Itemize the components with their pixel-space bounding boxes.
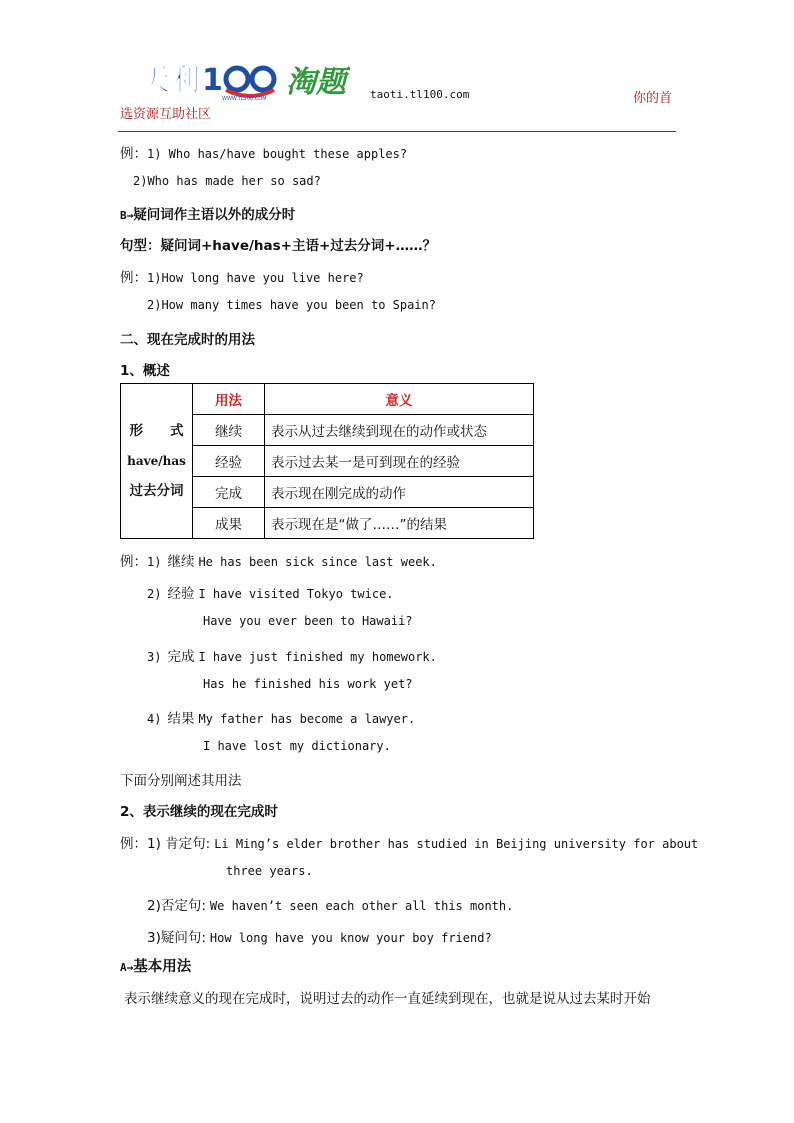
example-num: 1) [147,555,162,569]
usage-cell: 完成 [193,477,265,508]
example-line [147,707,415,727]
example-line [147,926,492,946]
example-text: We haven’t seen each other all this month. [209,899,514,913]
example-line [120,832,698,852]
example-cn: 经验 [167,586,195,602]
example-text: 2)How many times have you been to Spain? [147,298,436,312]
example-line [147,582,394,602]
example-num: 3) [147,650,162,664]
usage-cell: 经验 [193,446,265,477]
sentence-type-label: 1) 肯定句: [147,836,211,852]
example-text: I have visited Tokyo twice. [198,587,394,601]
section-title: 二、现在完成时的用法 [120,332,255,348]
example-cn: 继续 [167,554,195,570]
example-line [120,266,364,286]
table-header-row [121,384,534,415]
example-prefix: 例： [120,554,147,570]
col-header-meaning: 意义 [265,384,534,415]
example-text: I have just finished my homework. [198,650,437,664]
form-line: 过去分词 [129,483,184,499]
meaning-cell: 表示过去某一是可到现在的经验 [265,446,534,477]
example-line [120,142,407,162]
form-line: have/has [127,454,186,468]
col-header-usage: 用法 [193,384,265,415]
form-cell [121,384,193,539]
meaning-cell: 表示从过去继续到现在的动作或状态 [265,415,534,446]
example-text: How long have you know your boy friend? [209,931,492,945]
site-logo [140,56,350,104]
example-prefix: 例： [120,270,147,286]
example-text: three years. [226,864,313,878]
heading-text: 基本用法 [133,959,192,975]
site-url[interactable]: taoti.tl100.com [370,88,470,101]
example-text: I have lost my dictionary. [203,739,391,753]
example-line [147,645,437,665]
meaning-cell: 表示现在是“做了……”的结果 [265,508,534,539]
example-text: 1)How long have you live here? [147,271,364,285]
usage-table [120,383,534,539]
svg-text:WWW.TL100.COM: WWW.TL100.COM [222,96,267,102]
subsection-title: 1、概述 [120,363,170,379]
example-prefix: 例： [120,146,147,162]
form-line: 形 式 [129,423,184,439]
heading-text: 疑问词作主语以外的成分时 [133,207,296,223]
svg-text:淘题: 淘题 [286,65,346,100]
example-text: Li Ming’s elder brother has studied in Beijing university for about [214,837,699,851]
slogan-part2: 选资源互助社区 [120,107,212,122]
example-text: 2)Who has made her so sad? [133,174,321,188]
example-text: He has been sick since last week. [198,555,437,569]
example-num: 2) [147,587,162,601]
example-line [147,894,513,914]
usage-cell: 继续 [193,415,265,446]
subsection-title: 2、表示继续的现在完成时 [120,804,278,820]
explain-text: 下面分别阐述其用法 [120,773,242,789]
sentence-type-label: 3)疑问句: [147,930,206,946]
meaning-cell: 表示现在刚完成的动作 [265,477,534,508]
header-rule [118,131,676,132]
sentence-type-label: 2)否定句: [147,898,206,914]
pattern-text: 句型：疑问词+have/has+主语+过去分词+……？ [120,238,437,254]
svg-text:1: 1 [202,63,223,98]
slogan-part1: 你的首 [633,91,673,106]
usage-cell: 成果 [193,508,265,539]
heading-prefix: A→ [120,961,134,974]
example-line [120,550,437,570]
example-text: My father has become a lawyer. [198,712,416,726]
example-prefix: 例： [120,836,147,852]
example-text: Has he finished his work yet? [203,677,413,691]
svg-text:天利: 天利 [140,63,200,98]
section-heading [120,955,191,976]
example-cn: 结果 [167,711,195,727]
example-cn: 完成 [167,649,195,665]
paragraph-text: 表示继续意义的现在完成时，说明过去的动作一直延续到现在，也就是说从过去某时开始 [124,991,651,1007]
heading-prefix: B→ [120,209,134,222]
example-text: 1) Who has/have bought these apples? [147,147,408,161]
section-heading [120,203,295,223]
example-num: 4) [147,712,162,726]
example-text: Have you ever been to Hawaii? [203,614,413,628]
